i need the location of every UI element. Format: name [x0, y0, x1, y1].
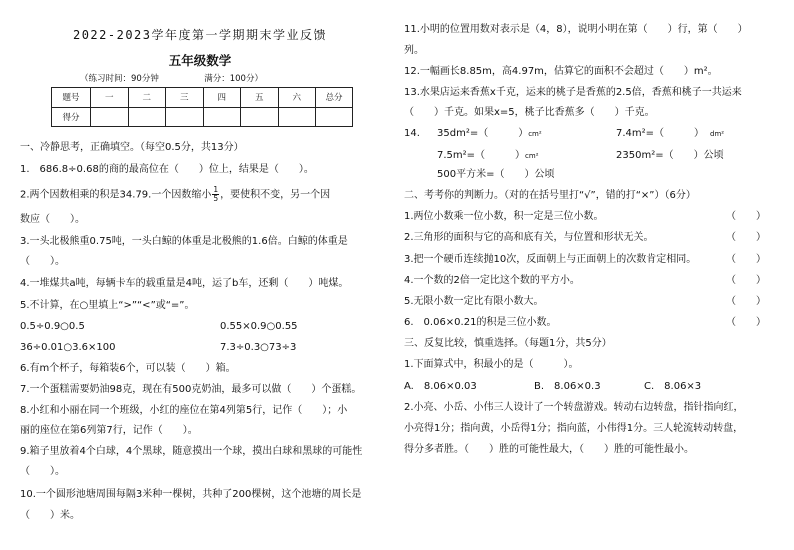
choice-question-2-continued: 得分多者胜。（ ）胜的可能性最大，（ ）胜的可能性最小。 [404, 444, 694, 455]
question-11-continued: 列。 [404, 45, 424, 56]
question-11: 11.小明的位置用数对表示是（4，8），说明小明在第（ ）行，第（ ） [404, 24, 748, 35]
score-input-cell[interactable] [316, 107, 353, 127]
conversion-item [437, 128, 542, 140]
score-table-header-row [52, 88, 353, 108]
choice-question-1: 1.下面算式中，积最小的是（ ）。 [404, 359, 579, 370]
conversion-item [616, 128, 724, 140]
conversion-item [437, 150, 539, 162]
compare-item: 0.55×0.9○0.55 [220, 321, 298, 332]
score-cell: 总分 [316, 88, 353, 108]
fraction [212, 186, 219, 203]
score-cell: 二 [128, 88, 166, 108]
exam-title: 2022-2023学年度第一学期期末学业反馈 [72, 28, 328, 42]
score-table [51, 87, 353, 127]
question-4: 4.一堆煤共a吨，每辆卡车的载重量是4吨，运了b车，还剩（ ）吨煤。 [20, 278, 349, 289]
question-6: 6.有m个杯子，每箱装6个，可以装（ ）箱。 [20, 363, 236, 374]
score-input-cell[interactable] [203, 107, 241, 127]
score-input-cell[interactable] [166, 107, 204, 127]
section-2-heading: 二、考考你的判断力。（对的在括号里打“√”，错的打“×”）（6分） [404, 190, 696, 201]
compare-item: 36÷0.01○3.6×100 [20, 342, 116, 353]
choice-option-b[interactable]: B. 8.06×0.3 [534, 381, 601, 392]
choice-question-2: 2.小亮、小岳、小伟三人设计了一个转盘游戏。转动右边转盘，指针指向红， [404, 402, 744, 413]
score-input-cell[interactable] [91, 107, 129, 127]
judge-item-2: 2.三角形的面积与它的高和底有关，与位置和形状无关。 [404, 232, 654, 243]
choice-question-2-continued: 小亮得1分；指向黄，小岳得1分；指向蓝，小伟得1分。三人轮流转动转盘， [404, 423, 744, 434]
score-input-cell[interactable] [241, 107, 279, 127]
conversion-item: 500平方米=（ ）公顷 [437, 169, 555, 180]
question-2-continued: 数应（ ）。 [20, 214, 85, 225]
question-5: 5.不计算，在○里填上“>”“<”或“=”。 [20, 300, 195, 311]
judge-item-1: 1.两位小数乘一位小数，积一定是三位小数。 [404, 211, 604, 222]
fraction-numerator: 1 [213, 185, 219, 194]
conversion-unit: cm² [528, 130, 542, 138]
exam-meta [80, 72, 263, 84]
question-10: 10.一个圆形池塘周围每隔3米种一棵树，共种了200棵树，这个池塘的周长是 [20, 489, 362, 500]
answer-paren[interactable]: （ ） [726, 232, 766, 243]
conversion-item: 2350m²=（ ）公顷 [616, 150, 724, 161]
section-3-heading: 三、反复比较，慎重选择。（每题1分，共5分） [404, 338, 612, 349]
judge-item-6: 6. 0.06×0.21的积是三位小数。 [404, 317, 557, 328]
question-13: 13.水果店运来香蕉x千克，运来的桃子是香蕉的2.5倍，香蕉和桃子一共运来 [404, 87, 742, 98]
choice-option-a[interactable]: A. 8.06×0.03 [404, 381, 477, 392]
question-9: 9.箱子里放着4个白球，4个黑球，随意摸出一个球，摸出白球和黑球的可能性 [20, 446, 363, 457]
exam-time: （练习时间：90分钟 [80, 74, 159, 84]
question-9-continued: （ ）。 [20, 466, 65, 477]
answer-paren[interactable]: （ ） [726, 211, 766, 222]
score-cell: 三 [166, 88, 204, 108]
score-table-score-row [52, 107, 353, 127]
question-14-label: 14. [404, 128, 420, 139]
score-cell: 六 [278, 88, 316, 108]
question-7: 7.一个蛋糕需要奶油98克，现在有500克奶油，最多可以做（ ）个蛋糕。 [20, 384, 362, 395]
question-2-text-b: ，要使积不变，另一个因 [220, 189, 331, 201]
choice-option-c[interactable]: C. 8.06×3 [644, 381, 702, 392]
conversion-expr: 7.4m²=（ ） [616, 128, 705, 139]
question-3-continued: （ ）。 [20, 256, 65, 267]
score-cell: 一 [91, 88, 129, 108]
conversion-unit: dm² [710, 130, 725, 138]
conversion-unit: cm² [525, 152, 539, 160]
question-10-continued: （ ）米。 [20, 510, 80, 521]
question-2 [20, 186, 330, 203]
conversion-expr: 7.5m²=（ ） [437, 150, 526, 161]
conversion-expr: 35dm²=（ ） [437, 128, 529, 139]
exam-subject: 五年级数学 [168, 53, 232, 68]
score-input-cell[interactable] [128, 107, 166, 127]
question-3: 3.一头北极熊重0.75吨，一头白鲸的体重是北极熊的1.6倍。白鲸的体重是 [20, 236, 348, 247]
judge-item-5: 5.无限小数一定比有限小数大。 [404, 296, 544, 307]
fraction-denominator: 5 [213, 194, 219, 203]
score-cell: 得分 [52, 107, 91, 127]
score-cell: 题号 [52, 88, 91, 108]
judge-item-3: 3.把一个硬币连续抛10次，反面朝上与正面朝上的次数肯定相同。 [404, 254, 697, 265]
compare-item: 7.3÷0.3○73÷3 [220, 342, 297, 353]
answer-paren[interactable]: （ ） [726, 317, 766, 328]
score-input-cell[interactable] [278, 107, 316, 127]
exam-full-score: 满分：100分） [204, 74, 263, 84]
score-cell: 五 [241, 88, 279, 108]
question-2-text-a: 2.两个因数相乘的积是34.79.一个因数缩小 [20, 189, 212, 201]
judge-item-4: 4.一个数的2倍一定比这个数的平方小。 [404, 275, 580, 286]
question-8: 8.小红和小丽在同一个班级，小红的座位在第4列第5行，记作（ ）；小 [20, 405, 348, 416]
question-1: 1. 686.8÷0.68的商的最高位在（ ）位上，结果是（ ）。 [20, 164, 314, 175]
question-12: 12.一幅画长8.85m，高4.97m，估算它的面积不会超过（ ）m²。 [404, 66, 718, 77]
answer-paren[interactable]: （ ） [726, 254, 766, 265]
question-8-continued: 丽的座位在第6列第7行，记作（ ）。 [20, 425, 198, 436]
answer-paren[interactable]: （ ） [726, 296, 766, 307]
score-cell: 四 [203, 88, 241, 108]
section-1-heading: 一、冷静思考，正确填空。（每空0.5分，共13分） [20, 142, 244, 153]
compare-item: 0.5÷0.9○0.5 [20, 321, 85, 332]
question-13-continued: （ ）千克。如果x=5，桃子比香蕉多（ ）千克。 [404, 107, 655, 118]
answer-paren[interactable]: （ ） [726, 275, 766, 286]
